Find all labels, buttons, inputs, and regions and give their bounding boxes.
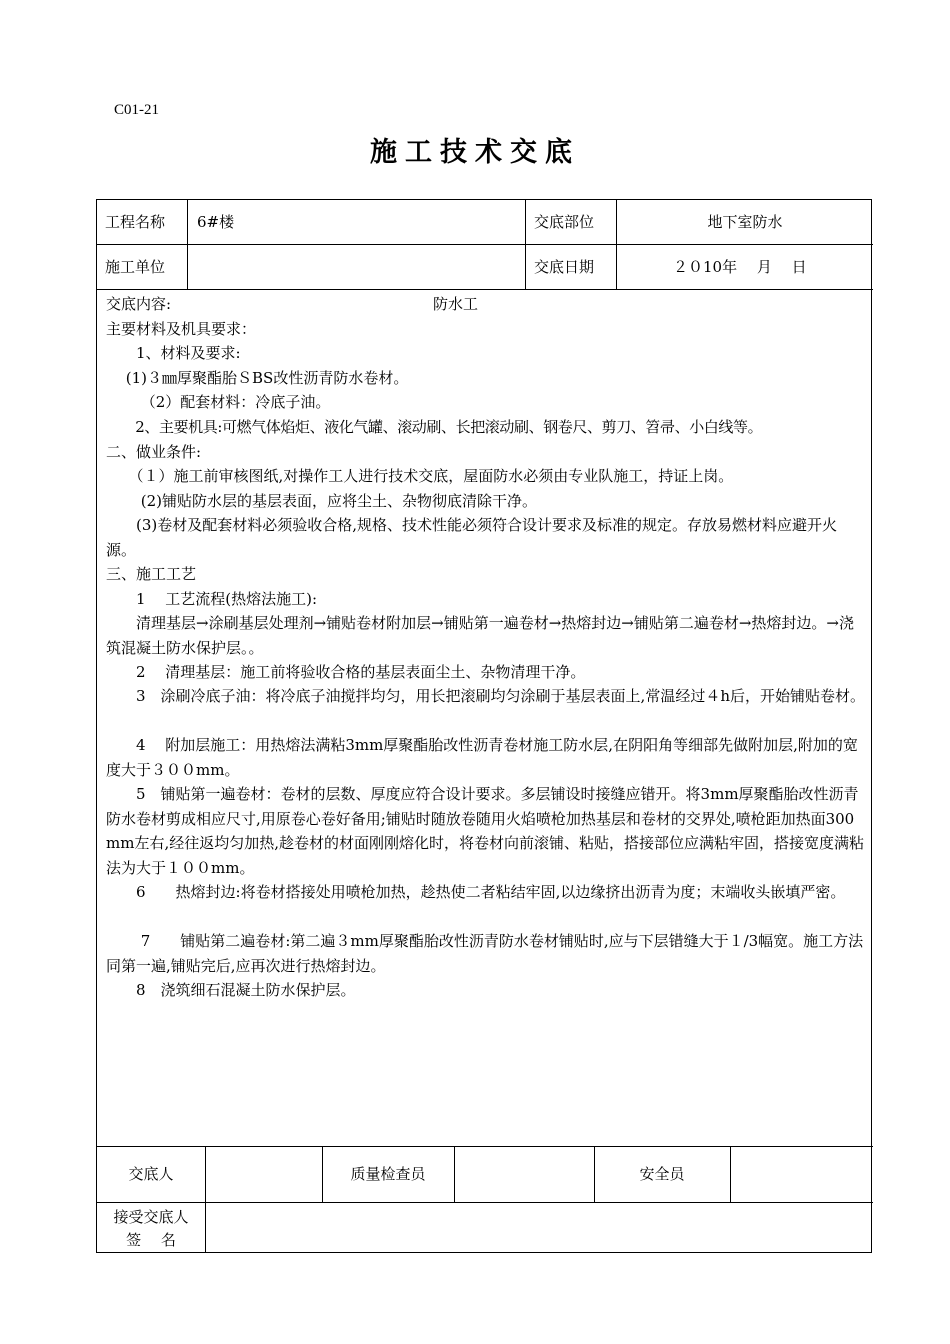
content-paragraph: （2）配套材料：冷底子油。 xyxy=(106,393,331,411)
content-paragraph: (3)卷材及配套材料必须验收合格,规格、技术性能必须符合设计要求及标准的规定。存放易燃材料应避开火源。 xyxy=(106,516,838,559)
content-paragraph: 清理基层→涂刷基层处理剂→铺贴卷材附加层→铺贴第一遍卷材→热熔封边→铺贴第二遍卷材→热熔封边。→浇筑混凝土防水保护层。。 xyxy=(106,614,854,657)
content-paragraph: 5 铺贴第一遍卷材：卷材的层数、厚度应符合设计要求。多层铺设时接缝应错开。将3mm厚聚酯胎改性沥青防水卷材剪成相应尺寸,用原卷心卷好备用;铺贴时随放卷随用火焰喷枪加热基层和卷材的交界处,喷枪距加热面300mm左右,经往返均匀加热,趁卷材的材面刚刚熔化时，将卷材向前滚铺、粘贴，搭接部位应满粘牢固，搭接宽度满粘法为大于１００mm。 xyxy=(106,785,864,877)
content-heading-value: 防水工 xyxy=(433,295,479,313)
content-paragraph: 主要材料及机具要求： xyxy=(106,320,257,338)
content-paragraph: 6 热熔封边:将卷材搭接处用喷枪加热，趁热使二者粘结牢固,以边缘挤出沥青为度；末端收头嵌填严密。 xyxy=(106,883,846,901)
content-paragraph: (1)３㎜厚聚酯胎ＳBS改性沥青防水卷材。 xyxy=(106,369,409,387)
inspector-label: 质量检查员 xyxy=(350,1165,426,1183)
row-divider xyxy=(97,289,873,290)
content-paragraph: 2 清理基层：施工前将验收合格的基层表面尘土、杂物清理干净。 xyxy=(106,663,586,681)
row-divider xyxy=(97,244,873,245)
content-paragraph: 1、材料及要求: xyxy=(106,344,241,362)
content-heading-label: 交底内容: xyxy=(106,295,172,313)
unit-label: 施工单位 xyxy=(105,258,166,276)
content-paragraph: 2、主要机具:可燃气体焰炬、液化气罐、滚动刷、长把滚动刷、钢卷尺、剪刀、笤帚、小白线等。 xyxy=(106,418,763,436)
project-name-value: 6#楼 xyxy=(197,213,235,231)
content-paragraph: 三、施工工艺 xyxy=(106,565,197,583)
col-divider xyxy=(730,1146,731,1202)
content-paragraph: 8 浇筑细石混凝土防水保护层。 xyxy=(106,981,356,999)
location-value: 地下室防水 xyxy=(707,213,783,231)
col-divider xyxy=(187,200,188,289)
project-name-label: 工程名称 xyxy=(105,213,166,231)
receiver-label: 接受交底人 xyxy=(113,1208,189,1226)
col-divider xyxy=(525,200,526,289)
row-divider xyxy=(97,1146,873,1147)
page-title: 施工技术交底 xyxy=(370,137,580,168)
content-paragraph: (2)铺贴防水层的基层表面，应将尘土、杂物彻底清除干净。 xyxy=(106,492,538,510)
date-value: ２０10年 月 日 xyxy=(673,258,807,276)
form-table xyxy=(96,199,872,1253)
row-divider xyxy=(97,1202,873,1203)
content-paragraph: 3 涂刷冷底子油：将冷底子油搅拌均匀，用长把滚刷均匀涂刷于基层表面上,常温经过４h后，开始铺贴卷材。 xyxy=(106,687,865,705)
receiver-sign-label: 签 名 xyxy=(126,1231,176,1249)
col-divider xyxy=(205,1146,206,1253)
content-paragraph: 二、做业条件: xyxy=(106,443,202,461)
discloser-label: 交底人 xyxy=(128,1165,174,1183)
content-paragraph: 1 工艺流程(热熔法施工): xyxy=(106,590,318,608)
date-label: 交底日期 xyxy=(534,258,595,276)
col-divider xyxy=(454,1146,455,1202)
content-paragraph: （１）施工前审核图纸,对操作工人进行技术交底，屋面防水必须由专业队施工，持证上岗。 xyxy=(106,467,734,485)
document-code: C01-21 xyxy=(114,102,159,118)
content-paragraph: 7 铺贴第二遍卷材:第二遍３mm厚聚酯胎改性沥青防水卷材铺贴时,应与下层错缝大于１/3幅宽。施工方法同第一遍,铺贴完后,应再次进行热熔封边。 xyxy=(106,932,864,975)
content-paragraph: 4 附加层施工：用热熔法满粘3mm厚聚酯胎改性沥青卷材施工防水层,在阴阳角等细部先做附加层,附加的宽度大于３００mm。 xyxy=(106,736,858,779)
location-label: 交底部位 xyxy=(534,213,595,231)
safety-officer-label: 安全员 xyxy=(639,1165,685,1183)
